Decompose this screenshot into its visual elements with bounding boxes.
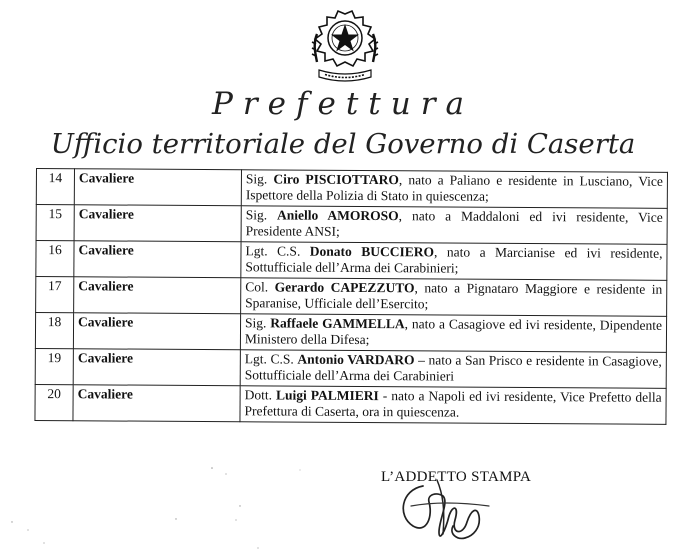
recipient-description bbox=[241, 170, 667, 209]
honor-rank: Cavaliere bbox=[73, 385, 240, 422]
recipient-details: , nato a Casagiove ed ivi residente, Dipendente Ministero della Difesa; bbox=[244, 316, 663, 348]
recipient-name: Antonio VARDARO bbox=[297, 351, 415, 368]
recipient-details: – nato a San Prisco e residente in Casagiove, Sottufficiale dell’Arma dei Carabinieri bbox=[244, 352, 662, 384]
recipient-description bbox=[240, 386, 666, 425]
recipient-details: , nato a Marcianise ed ivi residente, Sottufficiale dell’Arma dei Carabinieri; bbox=[245, 244, 663, 276]
row-number: 14 bbox=[36, 169, 74, 205]
recipient-description bbox=[240, 350, 666, 389]
recipient-details: - nato a Napoli ed ivi residente, Vice Prefetto della Prefettura di Caserta, ora in quiescenza. bbox=[244, 388, 662, 420]
recipient-title: Sig. bbox=[245, 171, 268, 187]
recipient-name: Ciro PISCIOTTARO bbox=[273, 171, 399, 188]
row-number: 19 bbox=[35, 348, 73, 384]
recipient-name: Aniello AMOROSO bbox=[276, 207, 399, 224]
page-title: Prefettura bbox=[211, 86, 475, 122]
page-subtitle: Ufficio territoriale del Governo di Caserta bbox=[50, 128, 636, 160]
row-number: 18 bbox=[35, 313, 73, 349]
honor-rank: Cavaliere bbox=[74, 277, 241, 314]
row-number: 20 bbox=[35, 384, 73, 420]
recipient-title: Dott. bbox=[244, 387, 273, 403]
recipient-details: , nato a Pignataro Maggiore e residente in Sparanise, Ufficiale dell’Esercito; bbox=[245, 280, 663, 312]
recipient-description bbox=[241, 242, 667, 281]
honors-table-body bbox=[35, 169, 668, 425]
recipient-name: Gerardo CAPEZZUTO bbox=[274, 279, 415, 296]
table-row bbox=[36, 277, 667, 317]
recipient-title: Col. bbox=[245, 279, 269, 295]
recipient-name: Luigi PALMIERI bbox=[275, 387, 379, 404]
table-row bbox=[35, 384, 666, 424]
recipient-name: Donato BUCCIERO bbox=[309, 243, 435, 260]
honor-rank: Cavaliere bbox=[74, 169, 241, 206]
handwritten-signature bbox=[393, 476, 503, 550]
honor-rank: Cavaliere bbox=[73, 349, 240, 386]
honor-rank: Cavaliere bbox=[74, 241, 241, 278]
recipient-description bbox=[240, 314, 666, 353]
table-row bbox=[36, 241, 667, 281]
italian-republic-emblem-icon bbox=[307, 8, 383, 88]
recipient-title: Lgt. C.S. bbox=[244, 351, 294, 367]
row-number: 16 bbox=[36, 241, 74, 277]
recipient-title: Sig. bbox=[245, 315, 267, 331]
honor-rank: Cavaliere bbox=[73, 313, 240, 350]
recipient-description bbox=[241, 278, 667, 317]
row-number: 17 bbox=[36, 277, 74, 313]
table-row bbox=[35, 313, 666, 353]
table-row bbox=[36, 205, 667, 245]
recipient-title: Sig. bbox=[245, 207, 268, 223]
recipient-details: , nato a Maddaloni ed ivi residente, Vice Presidente ANSI; bbox=[245, 208, 663, 239]
recipient-title: Lgt. C.S. bbox=[245, 243, 301, 259]
honor-rank: Cavaliere bbox=[74, 205, 241, 242]
recipient-name: Raffaele GAMMELLA bbox=[270, 315, 405, 332]
signatory-label: L’ADDETTO STAMPA bbox=[381, 469, 532, 485]
recipient-description bbox=[241, 206, 667, 245]
table-row bbox=[35, 348, 666, 388]
recipient-details: , nato a Paliano e residente in Lusciano, Vice Ispettore della Polizia di Stato in quiescenza; bbox=[245, 172, 663, 204]
table-row bbox=[36, 169, 667, 209]
honors-table bbox=[34, 168, 668, 425]
row-number: 15 bbox=[36, 205, 74, 241]
